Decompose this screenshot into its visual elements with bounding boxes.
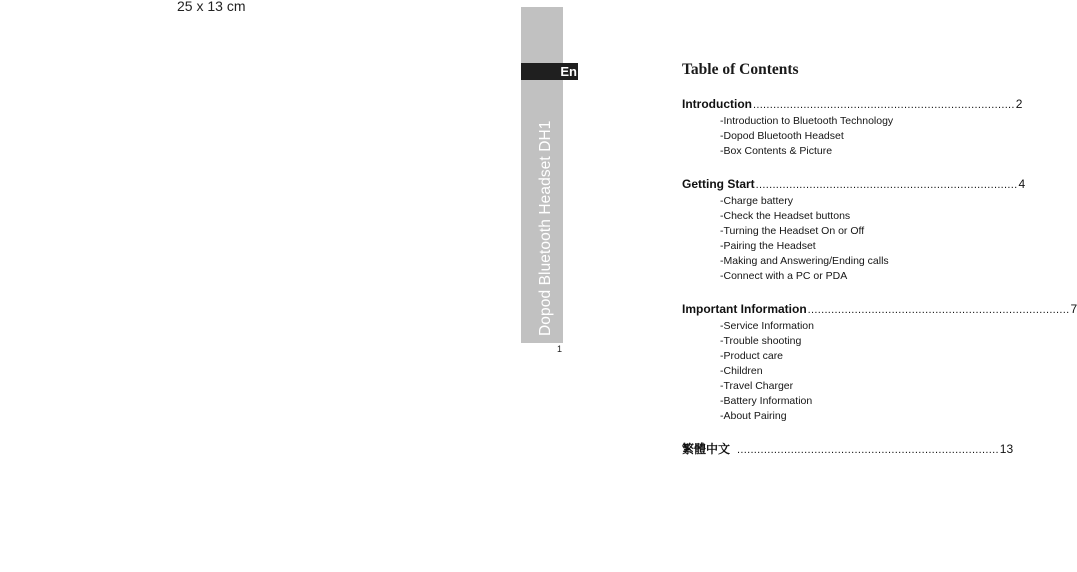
toc-sublist-important-information: [720, 319, 814, 424]
page-size-note: 25 x 13 cm: [177, 0, 246, 14]
dot-leader: ..............................................................................: [737, 444, 999, 456]
toc-subitem: -Travel Charger: [720, 380, 794, 392]
toc-subitem: -Service Information: [720, 320, 814, 332]
toc-subitem: -Battery Information: [720, 395, 813, 407]
toc-subitem: -Charge battery: [720, 195, 793, 207]
toc-entry-important-information: [682, 302, 1077, 317]
dot-leader: ..............................................................................: [807, 304, 1070, 316]
toc-entry-heading: Getting Start: [682, 177, 755, 191]
toc-sublist-introduction: [720, 114, 893, 159]
toc-entry-heading: Important Information: [682, 302, 807, 316]
dot-leader: ..............................................................................: [755, 179, 1018, 191]
toc-entry-getting-start: [682, 177, 1026, 192]
toc-subitem: -Dopod Bluetooth Headset: [720, 130, 844, 142]
toc-subitem: -Check the Headset buttons: [720, 210, 851, 222]
toc-subitem: -Introduction to Bluetooth Technology: [720, 115, 894, 127]
toc-subitem: -About Pairing: [720, 410, 787, 422]
toc-subitem: -Turning the Headset On or Off: [720, 225, 865, 237]
toc-sublist-getting-start: [720, 194, 889, 284]
toc-subitem: -Product care: [720, 350, 784, 362]
toc-entry-page: 4: [1018, 177, 1026, 191]
toc-entry-heading: Introduction: [682, 97, 752, 111]
toc-subitem: -Box Contents & Picture: [720, 145, 833, 157]
language-tab-label: En: [560, 64, 577, 79]
toc-entry-traditional-chinese: [682, 442, 1014, 457]
toc-subitem: -Trouble shooting: [720, 335, 802, 347]
toc-subitem: -Making and Answering/Ending calls: [720, 255, 889, 267]
toc-entry-page: 2: [1015, 97, 1023, 111]
toc-entry-introduction: [682, 97, 1023, 112]
toc-entry-page: 7: [1070, 302, 1077, 316]
spine-product-title: Dopod Bluetooth Headset DH1: [537, 120, 554, 336]
page-number: 1: [557, 344, 563, 354]
toc-entry-page: 13: [999, 442, 1014, 456]
toc-title: Table of Contents: [682, 61, 799, 78]
toc-subitem: -Connect with a PC or PDA: [720, 270, 848, 282]
toc-subitem: -Pairing the Headset: [720, 240, 816, 252]
toc-entry-heading: 繁體中文: [682, 442, 731, 456]
toc-subitem: -Children: [720, 365, 763, 377]
language-tab: [521, 63, 578, 80]
dot-leader: ..............................................................................: [752, 99, 1015, 111]
